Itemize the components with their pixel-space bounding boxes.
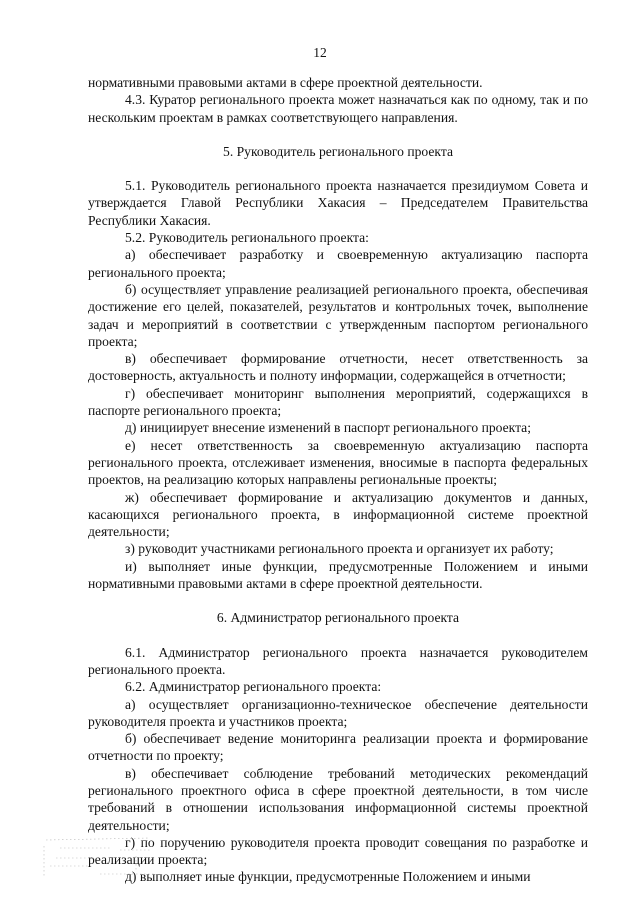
page-number: 12 [313, 45, 327, 60]
list-item-6-2-v: в) обеспечивает соблюдение требований методических рекомендаций регионального проектного офиса в сфере проектной деятельности, в том числе требований в отношении использования информационной системы проектной деятельности; [88, 765, 588, 833]
document-body [88, 74, 588, 886]
paragraph-6-1: 6.1. Администратор регионального проекта назначается руководителем регионального проекта. [88, 644, 588, 677]
list-item-5-2-b: б) осуществляет управление реализацией регионального проекта, обеспечивая достижение его целей, показателей, результатов и контрольных точек, выполнение задач и мероприятий в соответствии с утвержденным паспортом регионального проекта; [88, 281, 588, 349]
list-item-6-2-b: б) обеспечивает ведение мониторинга реализации проекта и формирование отчетности по проекту; [88, 731, 588, 764]
paragraph-4-3: 4.3. Куратор регионального проекта может назначаться как по одному, так и по нескольким проектам в рамках соответствующего направления. [88, 92, 588, 125]
paragraph-5-1: 5.1. Руководитель регионального проекта назначается президиумом Совета и утверждается Главой Республики Хакасия – Председателем Правительства Республики Хакасия. [88, 178, 588, 228]
paragraph-6-2: 6.2. Администратор регионального проекта: [125, 679, 382, 695]
list-item-5-2-e: е) несет ответственность за своевременную актуализацию паспорта регионального проекта, отслеживает изменения, вносимые в паспорта федеральных проектов, на реализацию которых направлены региональные проекты; [88, 437, 588, 488]
list-item-5-2-i: и) выполняет иные функции, предусмотренные Положением и иными нормативными правовыми актами в сфере проектной деятельности. [88, 558, 588, 592]
list-item-5-2-g: г) обеспечивает мониторинг выполнения мероприятий, содержащихся в паспорте регионального проекта; [88, 385, 588, 419]
list-item-6-2-a: а) осуществляет организационно-техническое обеспечение деятельности руководителя проекта и участников проекта; [88, 696, 588, 729]
paragraph-continuation: нормативными правовыми актами в сфере проектной деятельности. [88, 75, 483, 90]
section-heading-5: 5. Руководитель регионального проекта [223, 143, 453, 159]
list-item-5-2-z: з) руководит участниками регионального проекта и организует их работу; [125, 541, 554, 557]
list-item-5-2-v: в) обеспечивает формирование отчетности, несет ответственность за достоверность, актуальность и полноту информации, содержащейся в отчетности; [88, 351, 588, 384]
faint-stamp-mark [40, 836, 158, 880]
list-item-6-2-d: д) выполняет иные функции, предусмотренные Положением и иными [125, 869, 531, 885]
paragraph-5-2: 5.2. Руководитель регионального проекта: [125, 230, 369, 246]
list-item-5-2-d: д) инициирует внесение изменений в паспорт регионального проекта; [125, 420, 531, 436]
section-heading-6: 6. Администратор регионального проекта [216, 610, 460, 626]
list-item-5-2-a: а) обеспечивает разработку и своевременную актуализацию паспорта регионального проекта; [88, 247, 588, 280]
list-item-6-2-g: г) по поручению руководителя проекта проводит совещания по разработке и реализации проекта; [88, 834, 588, 868]
list-item-5-2-zh: ж) обеспечивает формирование и актуализацию документов и данных, касающихся регионального проекта, в информационной системе проектной деятельности; [88, 489, 588, 540]
